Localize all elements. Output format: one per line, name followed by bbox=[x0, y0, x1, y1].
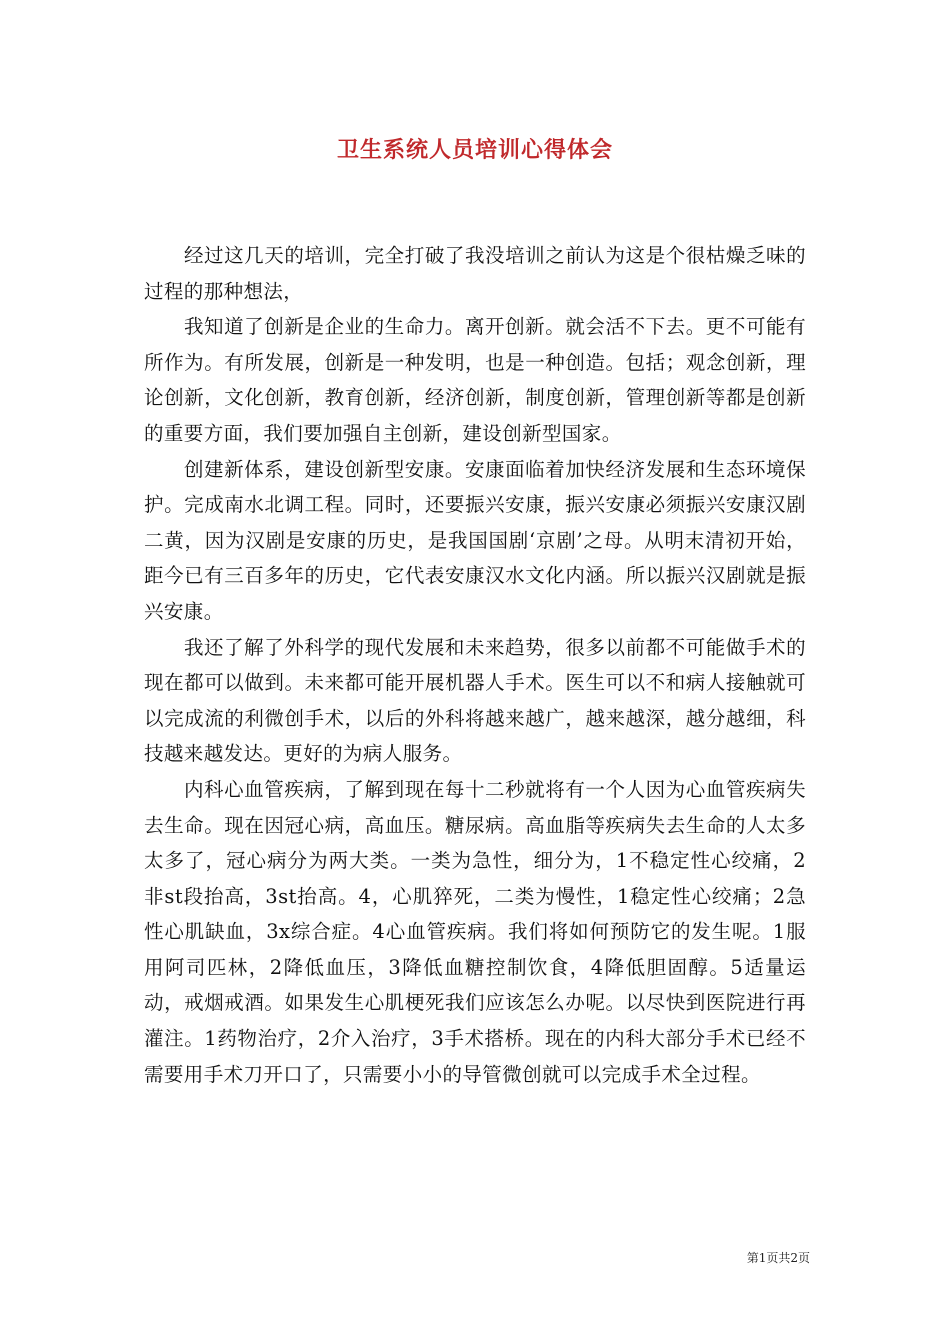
paragraph-1: 经过这几天的培训，完全打破了我没培训之前认为这是个很枯燥乏味的过程的那种想法， bbox=[144, 244, 806, 303]
document-body bbox=[144, 238, 806, 1092]
paragraph-2: 我知道了创新是企业的生命力。离开创新。就会活不下去。更不可能有所作为。有所发展，创新是一种发明，也是一种创造。包括；观念创新，理论创新，文化创新，教育创新，经济创新，制度创新，管理创新等都是创新的重要方面，我们要加强自主创新，建设创新型国家。 bbox=[144, 315, 806, 445]
paragraph-5: 内科心血管疾病，了解到现在每十二秒就将有一个人因为心血管疾病失去生命。现在因冠心病，高血压。糖尿病。高血脂等疾病失去生命的人太多太多了，冠心病分为两大类。一类为急性，细分为，1不稳定性心绞痛，2非st段抬高，3st抬高。4，心肌猝死，二类为慢性，1稳定性心绞痛；2急性心肌缺血，3x综合症。4心血管疾病。我们将如何预防它的发生呢。1服用阿司匹林，2降低血压，3降低血糖控制饮食，4降低胆固醇。5适量运动，戒烟戒酒。如果发生心肌梗死我们应该怎么办呢。以尽快到医院进行再灌注。1药物治疗，2介入治疗，3手术搭桥。现在的内科大部分手术已经不需要用手术刀开口了，只需要小小的导管微创就可以完成手术全过程。 bbox=[144, 777, 806, 1086]
paragraph-4: 我还了解了外科学的现代发展和未来趋势，很多以前都不可能做手术的现在都可以做到。未来都可能开展机器人手术。医生可以不和病人接触就可以完成流的利微创手术，以后的外科将越来越广，越来越深，越分越细，科技越来越发达。更好的为病人服务。 bbox=[144, 635, 806, 766]
page-number-footer bbox=[700, 1249, 810, 1266]
document-title: 卫生系统人员培训心得体会 bbox=[336, 137, 613, 163]
page-number-text: 第1页共2页 bbox=[746, 1251, 810, 1265]
paragraph-3: 创建新体系，建设创新型安康。安康面临着加快经济发展和生态环境保护。完成南水北调工程。同时，还要振兴安康，振兴安康必须振兴安康汉剧二黄，因为汉剧是安康的历史，是我国国剧‘京剧’之母。从明末清初开始，距今已有三百多年的历史，它代表安康汉水文化内涵。所以振兴汉剧就是振兴安康。 bbox=[144, 457, 806, 623]
